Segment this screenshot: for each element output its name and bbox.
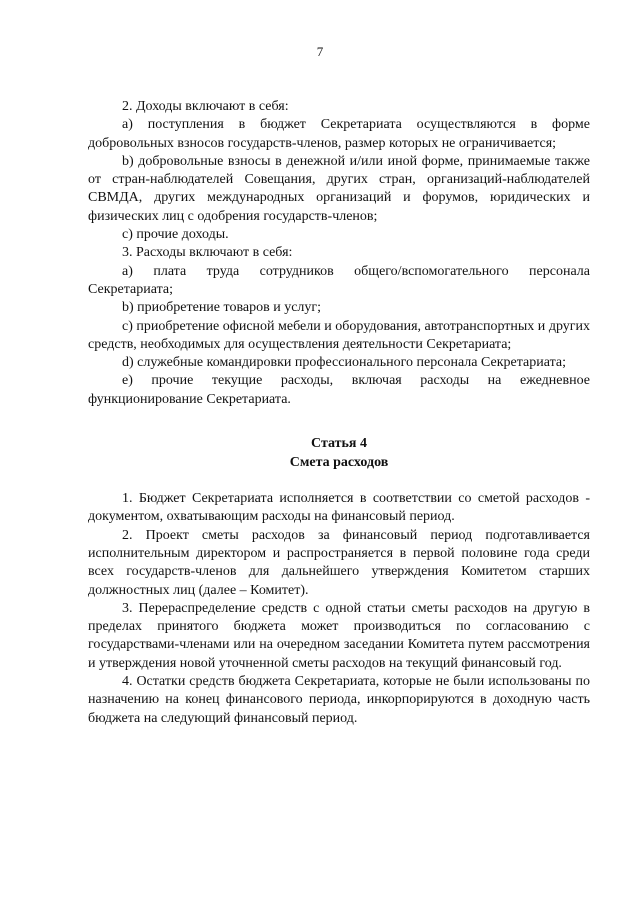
paragraph-budget-3: 3. Перераспределение средств с одной статьи сметы расходов на другую в пределах принятого бюджета может производиться по согласованию с государствами-членами или на очередном заседании Комитета путем рассмотрения и утверждения новой уточненной сметы расходов на текущий финансовый год. bbox=[88, 600, 590, 671]
document-body bbox=[88, 98, 590, 728]
paragraph-budget-1: 1. Бюджет Секретариата исполняется в соответствии со сметой расходов - документом, охватывающим расходы на финансовый период. bbox=[88, 491, 590, 525]
paragraph-expenses-b: b) приобретение товаров и услуг; bbox=[122, 300, 322, 316]
paragraph-expenses-heading: 3. Расходы включают в себя: bbox=[122, 245, 293, 261]
paragraph-income-b: b) добровольные взносы в денежной и/или иной форме, принимаемые также от стран-наблюдателей Совещания, других стран, организаций-наблюдателей СВМДА, других международных организаций и форумов, юридических и физических лиц с одобрения государств-членов; bbox=[88, 153, 590, 224]
paragraph-budget-2: 2. Проект сметы расходов за финансовый период подготавливается исполнительным директором и распространяется в первой половине года среди всех государств-членов для дальнейшего утверждения Комитетом старших должностных лиц (далее – Комитет). bbox=[88, 527, 590, 598]
page-number: 7 bbox=[316, 44, 324, 59]
paragraph-income-heading: 2. Доходы включают в себя: bbox=[122, 99, 289, 114]
paragraph-expenses-e: е) прочие текущие расходы, включая расходы на ежедневное функционирование Секретариата. bbox=[88, 373, 590, 407]
spacer bbox=[88, 472, 590, 490]
paragraph-expenses-c: с) приобретение офисной мебели и оборудования, автотранспортных и других средств, необходимых для осуществления деятельности Секретариата; bbox=[88, 318, 590, 352]
paragraph-expenses-a: а) плата труда сотрудников общего/вспомогательного персонала Секретариата; bbox=[88, 263, 590, 297]
paragraph-income-c: с) прочие доходы. bbox=[122, 227, 229, 243]
paragraph-expenses-d: d) служебные командировки профессионального персонала Секретариата; bbox=[122, 355, 566, 371]
paragraph-budget-4: 4. Остатки средств бюджета Секретариата, которые не были использованы по назначению на конец финансового периода, инкорпорируются в доходную часть бюджета на следующий финансовый период. bbox=[88, 674, 590, 726]
article-title: Статья 4 bbox=[311, 436, 367, 452]
article-subtitle: Смета расходов bbox=[289, 455, 389, 471]
spacer bbox=[88, 409, 590, 434]
paragraph-income-a: а) поступления в бюджет Секретариата осуществляются в форме добровольных взносов государств-членов, размер которых не ограничивается; bbox=[88, 117, 590, 151]
